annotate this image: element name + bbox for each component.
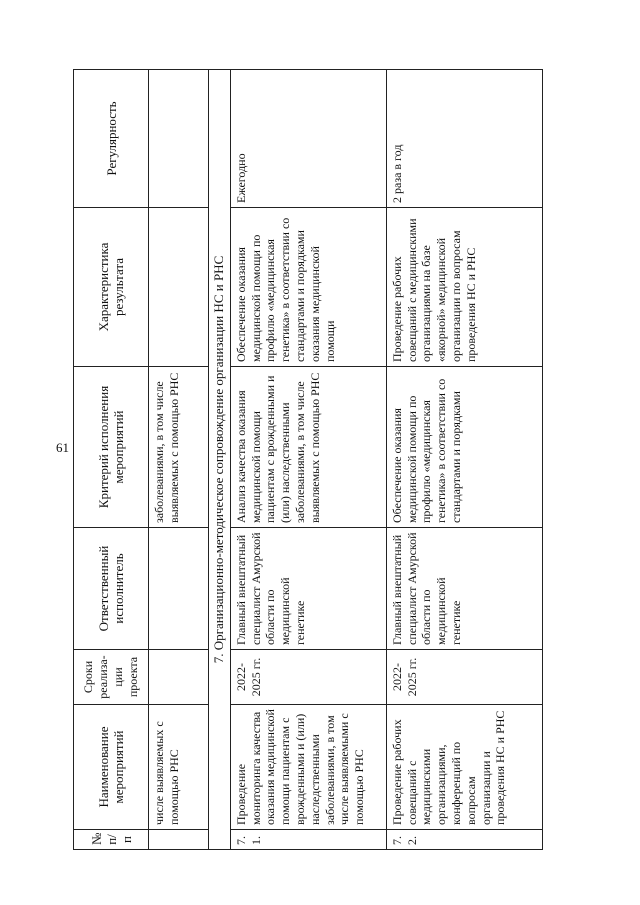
row-result: Проведение рабочих совещаний с медицинскими организациями на базе «якорной» медицинской организации по вопросам проведения НС и РНС [386,208,542,367]
continuation-row [149,70,209,850]
cont-regularity [149,70,209,208]
cont-num [149,830,209,850]
row-num: 7.2. [386,830,542,850]
table-row [386,70,542,850]
row-regularity: Ежегодно [230,70,386,208]
section-row [209,70,231,850]
header-dates: Сроки реализа-ции проекта [74,650,149,705]
cont-name: числе выявляемых с помощью РНС [149,705,209,830]
row-responsible: Главный внештатный специалист Амурской области по медицинской генетике [386,528,542,650]
cont-responsible [149,528,209,650]
row-responsible: Главный внештатный специалист Амурской области по медицинской генетике [230,528,386,650]
events-table [73,69,543,850]
header-num: № п/п [74,830,149,850]
table-row [230,70,386,850]
row-num: 7.1. [230,830,386,850]
row-regularity: 2 раза в год [386,70,542,208]
row-criterion: Анализ качества оказания медицинской помощи пациентам с врожденными и (или) наследственными заболеваниями, в том числе выявляемых с помощью РНС [230,367,386,528]
header-regularity: Регулярность [74,70,149,208]
cont-dates [149,650,209,705]
page-number: 61 [56,440,69,455]
row-result: Обеспечение оказания медицинской помощи по профилю «медицинская генетика» в соответствии со стандартами и порядками оказания медицинской помощи [230,208,386,367]
row-name: Проведение мониторинга качества оказания медицинской помощи пациентам с врожденными и (или) наследственными заболеваниями, в том числе выявляемыми с помощью РНС [230,705,386,830]
header-row [74,70,149,850]
header-criterion: Критерий исполнения мероприятий [74,367,149,528]
rotated-table-container [73,70,573,850]
row-name: Проведение рабочих совещаний с медицинскими организациями, конференций по вопросам организации и проведения НС и РНС [386,705,542,830]
row-dates: 2022-2025 гг. [230,650,386,705]
header-responsible: Ответственный исполнитель [74,528,149,650]
header-result: Характеристика результата [74,208,149,367]
row-dates: 2022-2025 гг. [386,650,542,705]
cont-criterion: заболеваниями, в том числе выявляемых с помощью РНС [149,367,209,528]
section-title: 7. Организационно-методическое сопровождение организации НС и РНС [209,70,231,850]
row-criterion: Обеспечение оказания медицинской помощи по профилю «медицинская генетика» в соответствии со стандартами и порядками [386,367,542,528]
cont-result [149,208,209,367]
header-name: Наименование мероприятий [74,705,149,830]
